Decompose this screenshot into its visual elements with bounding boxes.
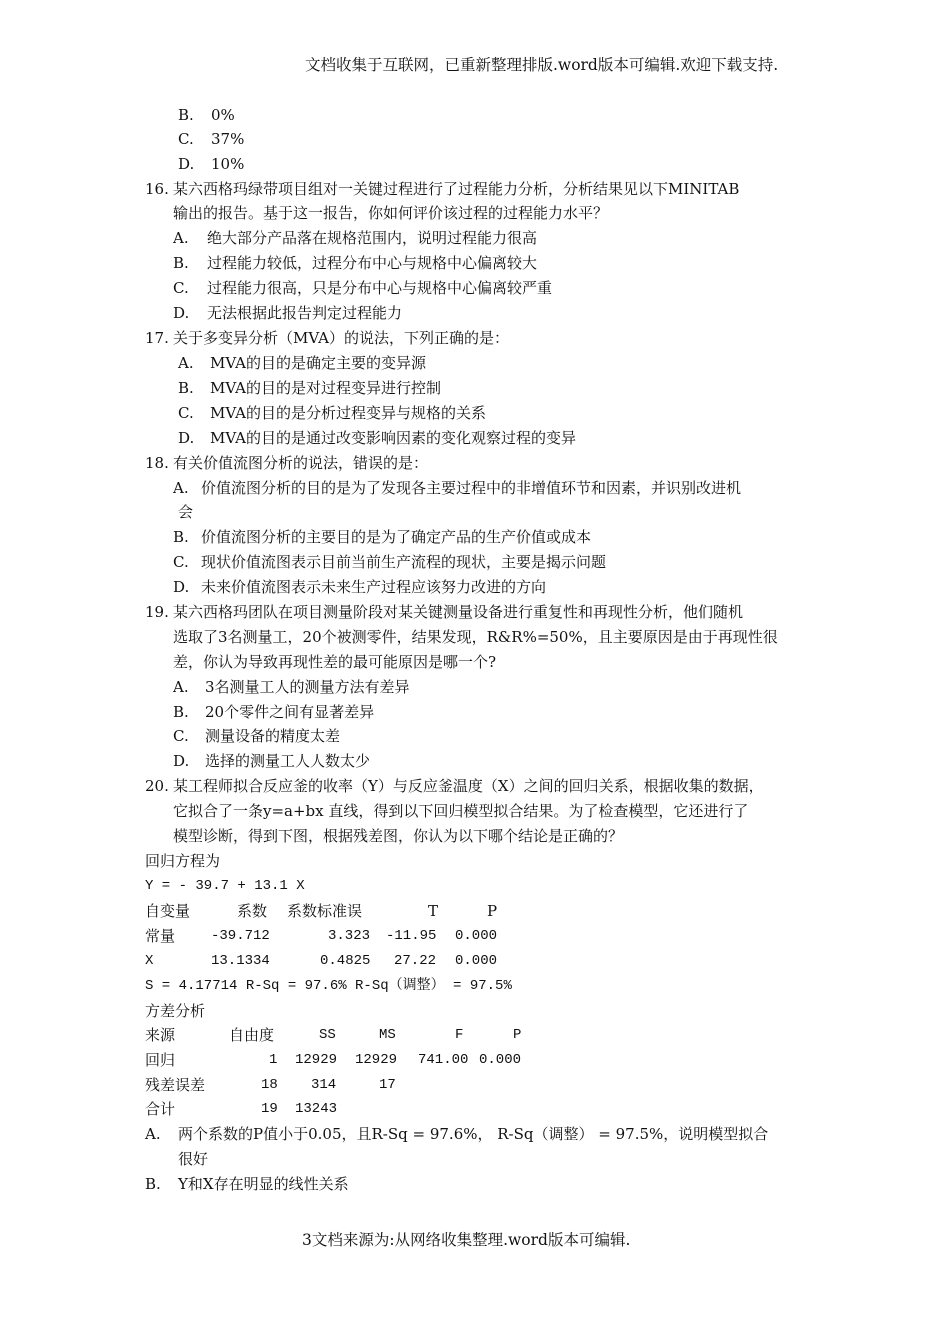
option-label: D. [173,752,190,770]
page-footer: 3文档来源为:从网络收集整理.word版本可编辑. [302,1231,631,1249]
option-d [173,577,547,597]
option-label: B. [173,528,189,546]
coef-cell: 常量 [145,927,176,945]
question-stem: 选取了3名测量工，20个被测零件，结果发现，R&R%=50%，且主要原因是由于再现性很 [173,628,778,646]
anova-header-cell: F [455,1027,464,1043]
option-text: 绝大部分产品落在规格范围内，说明过程能力很高 [207,229,538,247]
option-label: C. [173,279,189,297]
option-label: C. [178,404,194,422]
option-text: 价值流图分析的主要目的是为了确定产品的生产价值或成本 [201,528,592,546]
option-text: 10% [211,155,245,173]
option-text: 两个系数的P值小于0.05，且R-Sq = 97.6%， R-Sq（调整） = 97.5%，说明模型拟合 [178,1125,769,1143]
option-label: A. [178,354,194,372]
coef-header-cell: 系数标准误 [287,902,363,920]
option-label: B. [178,106,194,124]
q15-option-d [178,154,245,174]
anova-header-cell: MS [379,1027,396,1043]
option-b [145,1174,349,1194]
coef-header-cell: T [428,902,439,920]
coef-header-cell: 自变量 [145,902,191,920]
option-a [173,228,538,248]
option-b [173,702,375,722]
option-c [173,552,607,572]
option-a [173,478,742,498]
question-number: 19. [145,603,169,621]
option-a-continuation: 会 [178,503,194,521]
option-text: 未来价值流图表示未来生产过程应该努力改进的方向 [201,578,547,596]
anova-row [145,1050,535,1070]
anova-cell: 13243 [295,1101,338,1117]
page-header: 文档收集于互联网，已重新整理排版.word版本可编辑.欢迎下载支持. [305,56,779,74]
option-text: 测量设备的精度太差 [205,727,341,745]
option-label: B. [145,1175,161,1193]
coef-cell: 3.323 [328,928,371,944]
coef-cell: 0.4825 [320,953,371,969]
option-label: C. [173,727,189,745]
question-stem: 某工程师拟合反应釜的收率（Y）与反应釜温度（X）之间的回归关系，根据收集的数据， [173,777,764,795]
option-text: 0% [211,106,235,124]
option-text: 20个零件之间有显著差异 [205,703,375,721]
option-b [173,253,538,273]
coef-header-cell: 系数 [237,902,268,920]
option-text: Y和X存在明显的线性关系 [178,1175,349,1193]
option-text: MVA的目的是对过程变异进行控制 [210,379,442,397]
option-d [173,751,371,771]
question-stem: 某六西格玛团队在项目测量阶段对某关键测量设备进行重复性和再现性分析，他们随机 [173,603,744,621]
anova-cell: 18 [261,1077,278,1093]
option-a [145,1124,769,1144]
option-c [173,278,553,298]
anova-header-cell: SS [319,1027,336,1043]
option-text: 过程能力较低，过程分布中心与规格中心偏离较大 [207,254,538,272]
option-b [173,527,592,547]
option-label: B. [173,703,189,721]
coef-cell: -11.95 [386,928,437,944]
anova-cell: 12929 [355,1052,398,1068]
option-text: MVA的目的是通过改变影响因素的变化观察过程的变异 [210,429,577,447]
option-a-continuation: 很好 [178,1150,209,1168]
anova-header-cell: 来源 [145,1026,176,1044]
q15-option-b [178,105,235,125]
anova-header-cell: P [513,1027,522,1043]
anova-cell: 19 [261,1101,278,1117]
option-text: MVA的目的是确定主要的变异源 [210,354,427,372]
option-label: D. [173,578,190,596]
coef-cell: 13.1334 [211,953,270,969]
anova-header-row [145,1025,535,1045]
coef-cell: 0.000 [455,953,498,969]
question-stem: 输出的报告。基于这一报告，你如何评价该过程的过程能力水平？ [173,204,609,222]
anova-cell: 回归 [145,1051,176,1069]
q15-option-c [178,129,245,149]
option-label: A. [173,678,189,696]
anova-cell: 741.00 [418,1052,469,1068]
question-stem: 某六西格玛绿带项目组对一关键过程进行了过程能力分析，分析结果见以下MINITAB [173,180,740,198]
option-label: B. [173,254,189,272]
option-label: A. [145,1125,161,1143]
option-text: 3名测量工人的测量方法有差异 [205,678,410,696]
option-text: 选择的测量工人人数太少 [205,752,371,770]
option-label: C. [173,553,189,571]
anova-row [145,1099,535,1119]
option-b [178,378,442,398]
question-stem: 差，你认为导致再现性差的最可能原因是哪一个? [173,653,497,671]
option-text: 过程能力很高，只是分布中心与规格中心偏离较严重 [207,279,553,297]
anova-cell: 12929 [295,1052,338,1068]
anova-row [145,1075,535,1095]
question-number: 17. [145,329,169,347]
option-text: 37% [211,130,245,148]
option-label: D. [178,429,195,447]
coef-cell: 0.000 [455,928,498,944]
option-c [173,726,341,746]
question-number: 20. [145,777,169,795]
anova-title: 方差分析 [145,1002,206,1020]
option-c [178,403,487,423]
option-label: D. [178,155,195,173]
option-d [173,303,403,323]
fit-statistics: S = 4.17714 R-Sq = 97.6% R-Sq（调整） = 97.5% [145,978,512,994]
question-stem: 有关价值流图分析的说法，错误的是： [173,454,429,472]
anova-cell: 合计 [145,1100,176,1118]
anova-cell: 残差误差 [145,1076,206,1094]
question-number: 16. [145,180,169,198]
option-label: D. [173,304,190,322]
coef-header-cell: P [487,902,498,920]
anova-cell: 1 [269,1052,278,1068]
question-stem: 关于多变异分析（MVA）的说法，下列正确的是： [173,329,510,347]
anova-cell: 314 [311,1077,337,1093]
option-a [173,677,410,697]
option-text: 无法根据此报告判定过程能力 [207,304,403,322]
regression-title: 回归方程为 [145,852,221,870]
option-d [178,428,577,448]
option-text: MVA的目的是分析过程变异与规格的关系 [210,404,487,422]
option-text: 价值流图分析的目的是为了发现各主要过程中的非增值环节和因素，并识别改进机 [201,479,742,497]
anova-cell: 17 [379,1077,396,1093]
option-a [178,353,427,373]
question-stem: 它拟合了一条y=a+bx 直线，得到以下回归模型拟合结果。为了检查模型，它还进行了 [173,802,749,820]
coef-row [145,926,525,946]
coef-row [145,951,525,971]
coef-cell: X [145,953,154,969]
option-label: B. [178,379,194,397]
option-label: A. [173,479,189,497]
question-stem: 模型诊断，得到下图，根据残差图，你认为以下哪个结论是正确的？ [173,827,624,845]
coef-header-row [145,901,525,921]
coef-cell: -39.712 [211,928,270,944]
regression-equation: Y = - 39.7 + 13.1 X [145,878,305,894]
coef-cell: 27.22 [394,953,437,969]
option-text: 现状价值流图表示目前当前生产流程的现状，主要是揭示问题 [201,553,607,571]
anova-header-cell: 自由度 [229,1026,275,1044]
option-label: C. [178,130,194,148]
question-number: 18. [145,454,169,472]
anova-cell: 0.000 [479,1052,522,1068]
option-label: A. [173,229,189,247]
